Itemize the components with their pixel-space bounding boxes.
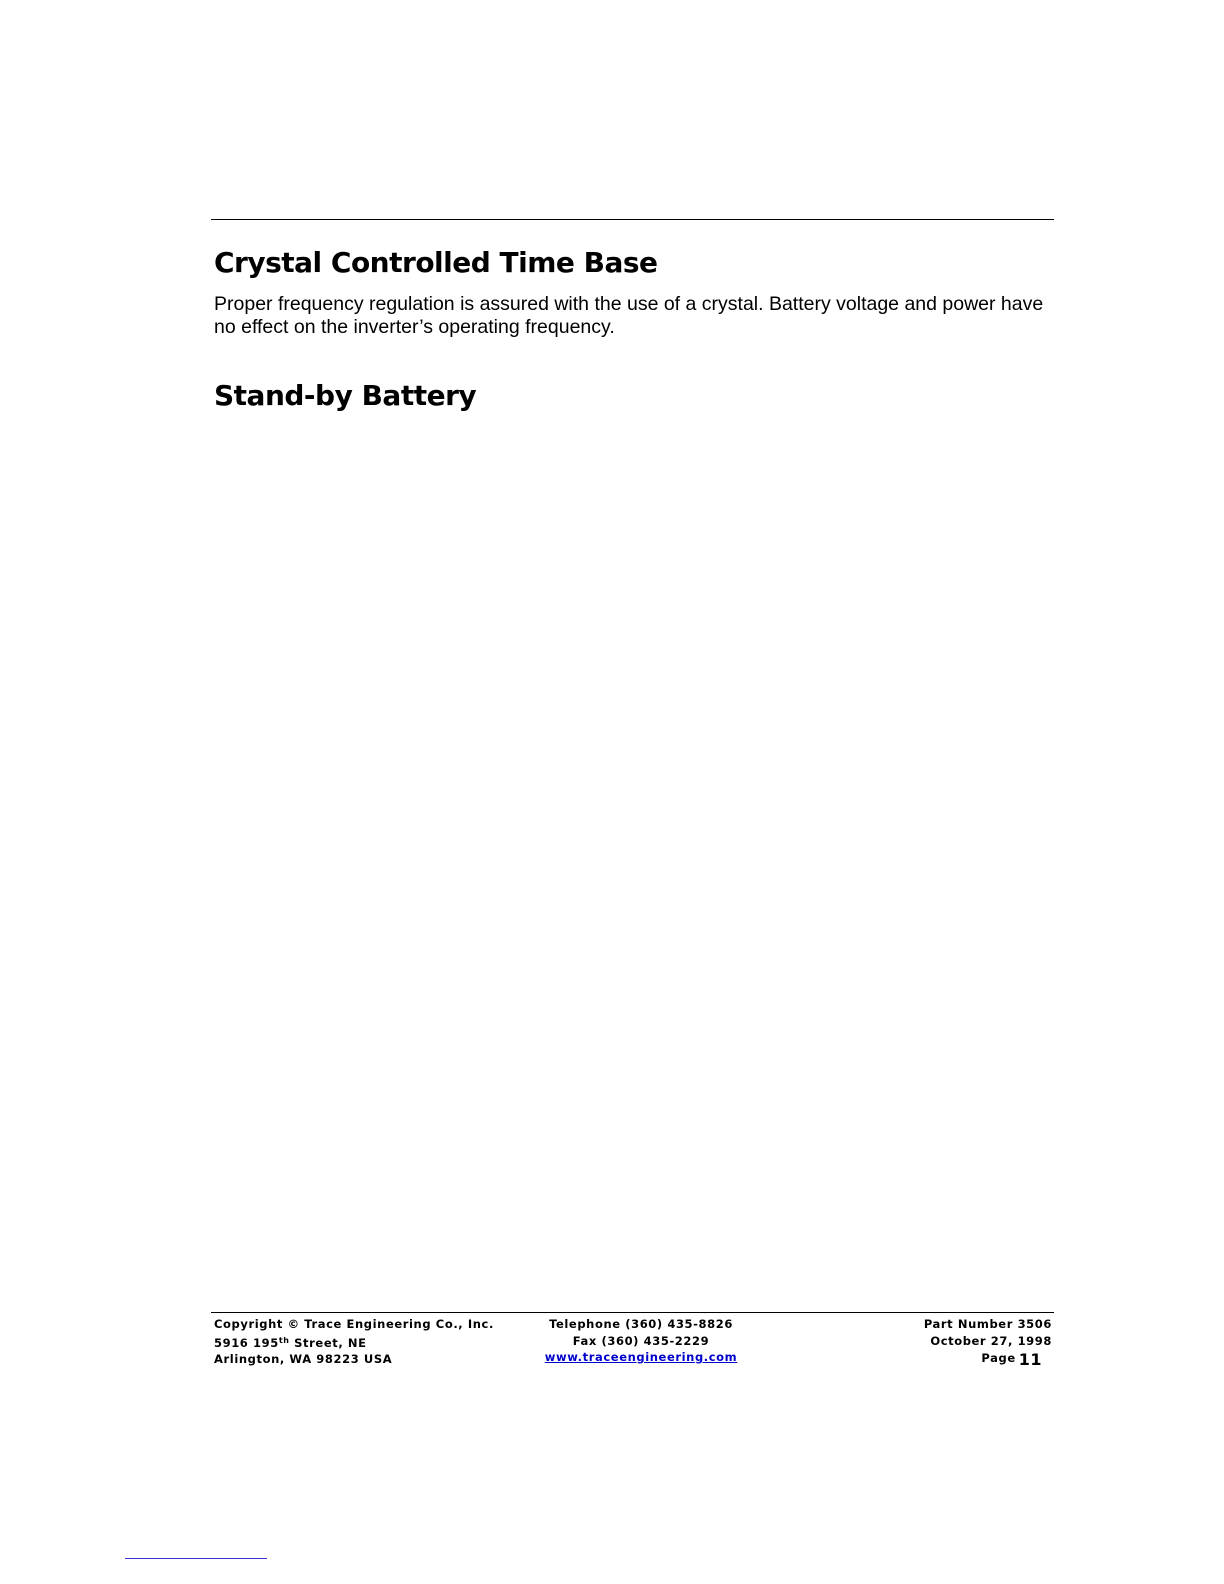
footer-fax: Fax (360) 435-2229 [572, 1333, 710, 1348]
footer-telephone: Telephone (360) 435-8826 [549, 1317, 733, 1331]
section-heading-crystal-time-base: Crystal Controlled Time Base [214, 246, 658, 279]
section-heading-standby-battery: Stand-by Battery [214, 379, 477, 412]
footer-address-block [214, 1316, 494, 1368]
footer-page-label: Page [981, 1351, 1016, 1365]
section-paragraph-crystal-time-base: Proper frequency regulation is assured with the use of a crystal. Battery voltage and power have no effect on the inverter’s operating frequency. [214, 293, 1044, 338]
footer-copyright: Copyright © Trace Engineering Co., Inc. [214, 1317, 494, 1331]
bottom-footnote-divider [125, 1558, 267, 1559]
footer-contact-block [541, 1316, 741, 1366]
footer-divider [211, 1312, 1054, 1313]
footer-page [852, 1349, 1052, 1367]
footer-date: October 27, 1998 [930, 1333, 1052, 1348]
footer-website-link[interactable]: www.traceengineering.com [544, 1350, 738, 1364]
top-divider [211, 219, 1054, 220]
footer-street-ordinal: th [278, 1335, 290, 1345]
footer-part-number: Part Number 3506 [923, 1317, 1052, 1331]
footer-street-number: 5916 195 [214, 1335, 279, 1350]
footer-city: Arlington, WA 98223 USA [214, 1352, 393, 1366]
footer-street-name: Street, NE [289, 1335, 367, 1350]
footer-street [214, 1333, 494, 1352]
footer-page-number: 11 [1018, 1350, 1042, 1369]
footer-document-info-block [852, 1316, 1052, 1367]
